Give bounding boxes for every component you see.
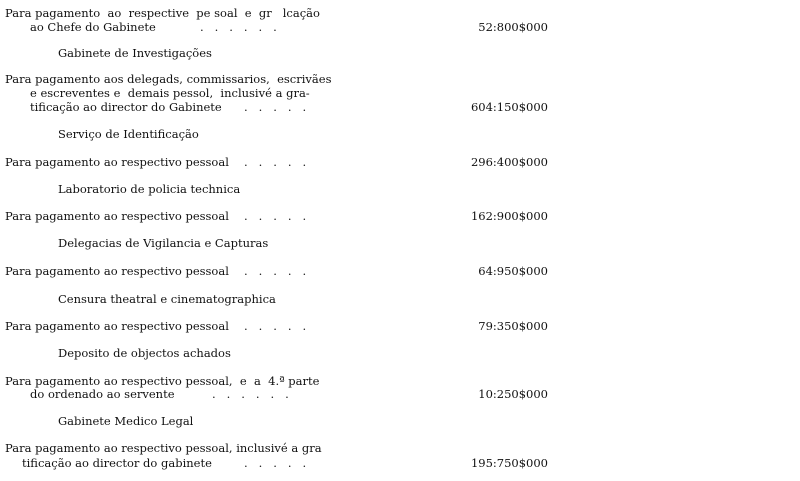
entry-amount: 52:800$000 xyxy=(478,20,548,34)
leader-dots: . . . . . xyxy=(244,319,307,333)
entry-text-line: Para pagamento ao respectivo pessoal xyxy=(5,319,229,333)
entry-amount: 79:350$000 xyxy=(478,319,548,333)
leader-dots: . . . . . xyxy=(244,456,307,470)
section-heading: Laboratorio de policia technica xyxy=(58,182,241,196)
leader-dots: . . . . . . xyxy=(200,20,277,34)
entry-text-line: ao Chefe do Gabinete xyxy=(30,20,156,34)
entry-text-line: Para pagamento ao respectivo pessoal, e a 4.ª parte xyxy=(5,374,320,388)
entry-amount: 64:950$000 xyxy=(478,264,548,278)
entry-amount: 10:250$000 xyxy=(478,387,548,401)
entry-amount: 604:150$000 xyxy=(470,100,548,114)
leader-dots: . . . . . . xyxy=(212,387,289,401)
entry-amount: 195:750$000 xyxy=(470,456,548,470)
section-heading: Gabinete de Investigações xyxy=(58,46,212,60)
entry-text-line: e escreventes e demais pessol, inclusivé a gra- xyxy=(30,86,310,100)
entry-text-line: Para pagamento ao respectivo pessoal xyxy=(5,155,229,169)
leader-dots: . . . . . xyxy=(244,209,307,223)
entry-text-line: Para pagamento ao respectivo pessoal xyxy=(5,209,229,223)
entry-text-line: Para pagamento ao respectivo pessoal, inclusivé a gra xyxy=(5,441,322,455)
entry-text-line: do ordenado ao servente xyxy=(30,387,175,401)
section-heading: Delegacias de Vigilancia e Capturas xyxy=(58,236,269,250)
entry-text-line: tificação ao director do Gabinete xyxy=(30,100,222,114)
section-heading: Deposito de objectos achados xyxy=(58,346,231,360)
entry-text-line: Para pagamento aos delegads, commissarios, escrivães xyxy=(5,72,332,86)
entry-amount: 296:400$000 xyxy=(470,155,548,169)
section-heading: Censura theatral e cinematographica xyxy=(58,292,276,306)
entry-text-line: tificação ao director do gabinete xyxy=(22,456,212,470)
entry-text-line: Para pagamento ao respectivo pessoal xyxy=(5,264,229,278)
section-heading: Serviço de Identificação xyxy=(58,127,199,141)
section-heading: Gabinete Medico Legal xyxy=(58,414,194,428)
leader-dots: . . . . . xyxy=(244,155,307,169)
leader-dots: . . . . . xyxy=(244,100,307,114)
entry-amount: 162:900$000 xyxy=(470,209,548,223)
entry-text-line: Para pagamento ao respective pe soal e gr lcação xyxy=(5,6,320,20)
leader-dots: . . . . . xyxy=(244,264,307,278)
